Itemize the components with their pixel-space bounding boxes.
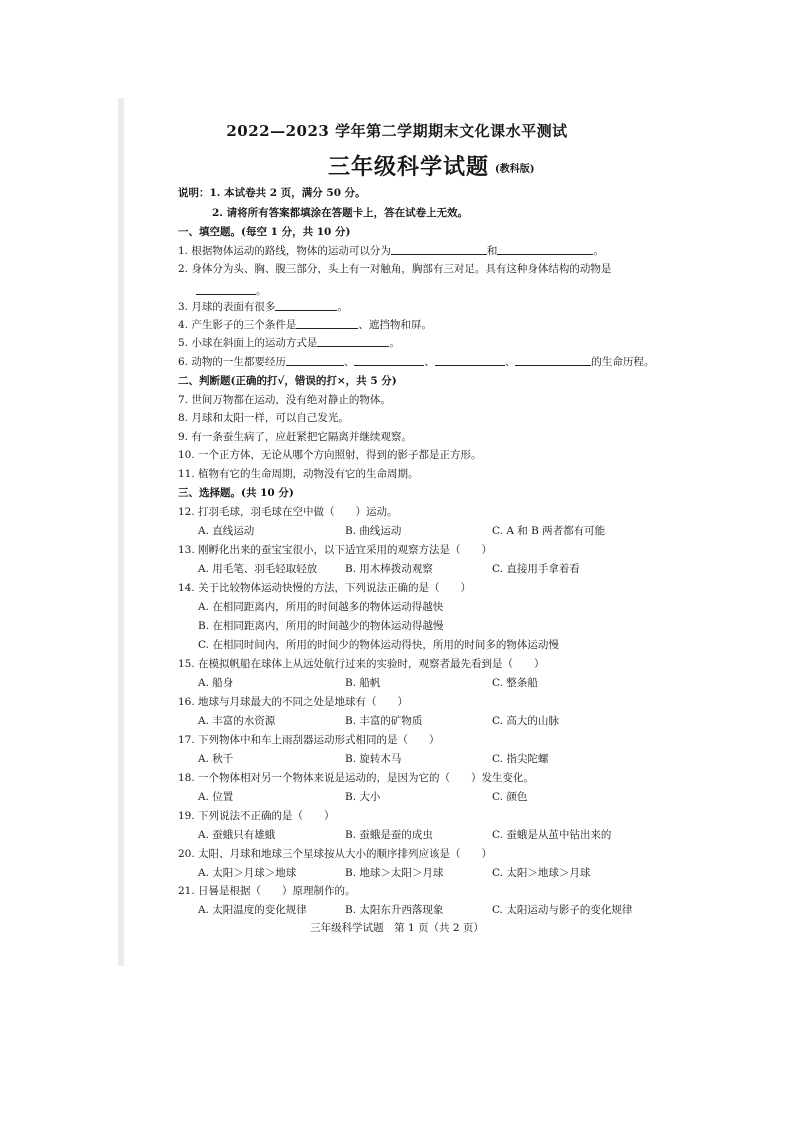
- question-19: 19. 下列说法不正确的是（ ）: [178, 810, 335, 822]
- option-b[interactable]: B. 大小: [345, 791, 381, 803]
- option-b[interactable]: B. 太阳东升西落现象: [345, 904, 444, 916]
- question-11: 11. 植物有它的生命周期，动物没有它的生命周期。: [178, 468, 419, 480]
- option-a[interactable]: A. 船身: [198, 677, 234, 689]
- note-2: 2. 请将所有答案都填涂在答题卡上，答在试卷上无效。: [212, 207, 469, 219]
- option-c[interactable]: C. 颜色: [492, 791, 528, 803]
- option-a[interactable]: A. 太阳温度的变化规律: [198, 904, 307, 916]
- page-footer: 三年级科学试题 第 1 页（共 2 页）: [310, 922, 484, 934]
- option-b[interactable]: B. 在相同距离内，所用的时间越少的物体运动得越慢: [198, 620, 444, 632]
- option-a[interactable]: A. 秋千: [198, 753, 234, 765]
- option-a[interactable]: A. 位置: [198, 791, 234, 803]
- question-1: 1. 根据物体运动的路线，物体的运动可以分为 和 。: [178, 245, 604, 257]
- option-b[interactable]: B. 曲线运动: [345, 525, 402, 537]
- edition-label: (教科版): [495, 164, 535, 175]
- option-c[interactable]: C. 太阳运动与影子的变化规律: [492, 904, 633, 916]
- option-a[interactable]: A. 蚕蛾只有雄蛾: [198, 829, 276, 841]
- question-2-answer: 。: [196, 284, 267, 298]
- question-4: 4. 产生影子的三个条件是 、遮挡物和屏。: [178, 319, 432, 331]
- question-10: 10. 一个正方体，无论从哪个方向照射，得到的影子都是正方形。: [178, 449, 482, 461]
- option-b[interactable]: B. 地球＞太阳＞月球: [345, 867, 444, 879]
- exam-title: 2022—2023 学年第二学期期末文化课水平测试: [226, 122, 568, 140]
- question-17: 17. 下列物体中和车上雨刮器运动形式相同的是（ ）: [178, 734, 440, 746]
- question-7: 7. 世间万物都在运动，没有绝对静止的物体。: [178, 394, 391, 406]
- option-c[interactable]: C. 太阳＞地球＞月球: [492, 867, 591, 879]
- question-12: 12. 打羽毛球，羽毛球在空中做（ ）运动。: [178, 506, 398, 518]
- question-20: 20. 太阳、月球和地球三个星球按从大小的顺序排列应该是（ ）: [178, 848, 493, 860]
- option-c[interactable]: C. 指尖陀螺: [492, 753, 549, 765]
- section-2-heading: 二、判断题(正确的打√，错误的打×，共 5 分): [178, 375, 397, 387]
- option-a[interactable]: A. 用毛笔、羽毛轻取轻放: [198, 563, 318, 575]
- scan-edge: [118, 98, 124, 966]
- answer-blank[interactable]: [435, 355, 505, 366]
- question-2: 2. 身体分为头、胸、腹三部分，头上有一对触角，胸部有三对足。具有这种身体结构的动物是: [178, 263, 612, 275]
- question-21: 21. 日晷是根据（ ）原理制作的。: [178, 885, 356, 897]
- option-c[interactable]: C. 整条船: [492, 677, 538, 689]
- question-3: 3. 月球的表面有很多 。: [178, 301, 348, 313]
- option-c[interactable]: C. 在相同时间内，所用的时间少的物体运动得快，所用的时间多的物体运动慢: [198, 639, 559, 651]
- note-1: 说明：1. 本试卷共 2 页，满分 50 分。: [178, 187, 366, 199]
- option-c[interactable]: C. 高大的山脉: [492, 715, 559, 727]
- question-9: 9. 有一条蚕生病了，应赶紧把它隔离并继续观察。: [178, 431, 412, 443]
- section-1-heading: 一、填空题。(每空 1 分，共 10 分): [178, 226, 351, 238]
- option-a[interactable]: A. 丰富的水资源: [198, 715, 276, 727]
- answer-blank[interactable]: [317, 336, 389, 347]
- option-c[interactable]: C. A 和 B 两者都有可能: [492, 525, 606, 537]
- option-c[interactable]: C. 蚕蛾是从茧中钻出来的: [492, 829, 612, 841]
- option-c[interactable]: C. 直接用手拿着看: [492, 563, 580, 575]
- question-5: 5. 小球在斜面上的运动方式是 。: [178, 337, 400, 349]
- question-18: 18. 一个物体相对另一个物体来说是运动的，是因为它的（ ）发生变化。: [178, 772, 535, 784]
- option-b[interactable]: B. 船帆: [345, 677, 381, 689]
- answer-blank[interactable]: [497, 244, 593, 255]
- option-a[interactable]: A. 太阳＞月球＞地球: [198, 867, 297, 879]
- subject-title: 三年级科学试题: [328, 154, 490, 180]
- question-6: 6. 动物的一生都要经历 、 、 、 的生命历程。: [178, 356, 655, 368]
- answer-blank[interactable]: [196, 284, 256, 295]
- answer-blank[interactable]: [275, 300, 337, 311]
- question-13: 13. 刚孵化出来的蚕宝宝很小，以下适宜采用的观察方法是（ ）: [178, 544, 493, 556]
- question-16: 16. 地球与月球最大的不同之处是地球有（ ）: [178, 696, 409, 708]
- question-8: 8. 月球和太阳一样，可以自己发光。: [178, 412, 349, 424]
- option-b[interactable]: B. 蚕蛾是蚕的成虫: [345, 829, 433, 841]
- option-a[interactable]: A. 在相同距离内，所用的时间越多的物体运动得越快: [198, 601, 444, 613]
- option-b[interactable]: B. 丰富的矿物质: [345, 715, 423, 727]
- exam-subtitle: [328, 150, 534, 181]
- answer-blank[interactable]: [296, 318, 358, 329]
- answer-blank[interactable]: [515, 355, 591, 366]
- answer-blank[interactable]: [391, 244, 487, 255]
- option-b[interactable]: B. 旋转木马: [345, 753, 402, 765]
- option-a[interactable]: A. 直线运动: [198, 525, 255, 537]
- question-14: 14. 关于比较物体运动快慢的方法，下列说法正确的是（ ）: [178, 582, 472, 594]
- option-b[interactable]: B. 用木棒拨动观察: [345, 563, 433, 575]
- question-15: 15. 在模拟帆船在球体上从远处航行过来的实验时，观察者最先看到是（ ）: [178, 658, 545, 670]
- answer-blank[interactable]: [354, 355, 424, 366]
- section-3-heading: 三、选择题。(共 10 分): [178, 487, 294, 499]
- answer-blank[interactable]: [286, 355, 344, 366]
